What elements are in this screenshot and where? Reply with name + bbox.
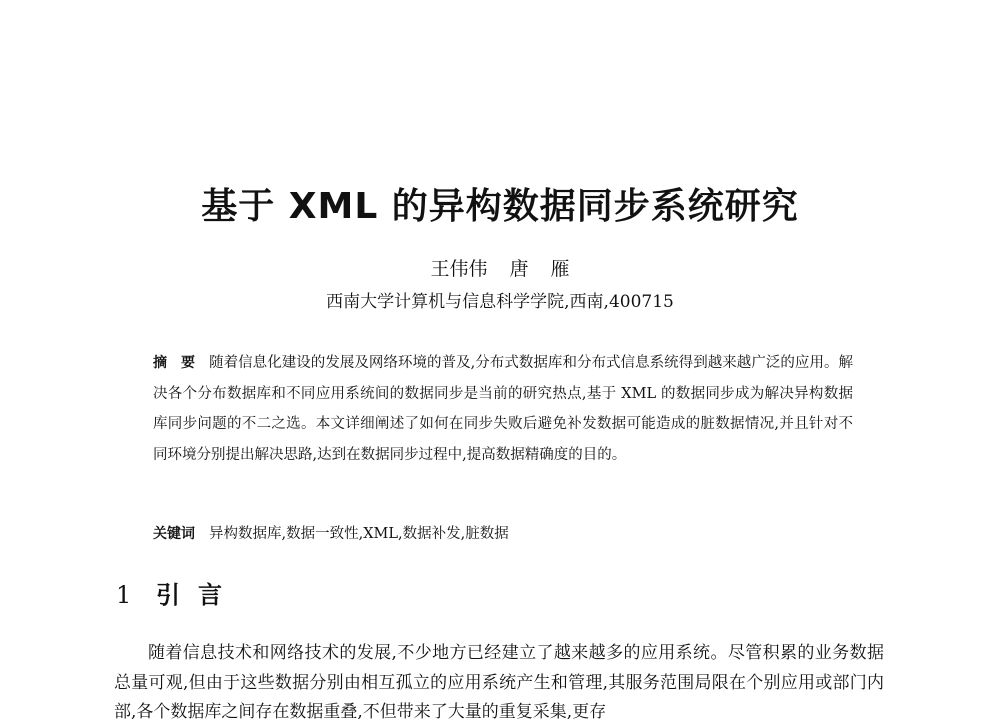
abstract-text: 随着信息化建设的发展及网络环境的普及,分布式数据库和分布式信息系统得到越来越广泛的应用。解决各个分布数据库和不同应用系统间的数据同步是当前的研究热点,基于 XML 的数据同步成为解决异构数据库同步问题的不二之选。本文详细阐述了如何在同步失败后避免补发数据可能造成的脏数据情况,并且针对不同环境分别提出解决思路,达到在数据同步过程中,提高数据精确度的目的。 bbox=[153, 355, 854, 463]
author-name: 雁 bbox=[550, 258, 570, 280]
author-name: 王伟伟 bbox=[430, 258, 488, 280]
section-heading bbox=[116, 578, 240, 612]
abstract-label: 摘 要 bbox=[153, 355, 196, 371]
section-title: 引言 bbox=[156, 581, 240, 609]
keywords-text: 异构数据库,数据一致性,XML,数据补发,脏数据 bbox=[209, 526, 509, 542]
keywords-label: 关键词 bbox=[153, 526, 195, 542]
abstract bbox=[153, 348, 853, 470]
author-name: 唐 bbox=[509, 258, 529, 280]
keywords bbox=[153, 521, 853, 547]
author-affiliation: 西南大学计算机与信息科学学院,西南,400715 bbox=[326, 292, 674, 312]
body-paragraph: 随着信息技术和网络技术的发展,不少地方已经建立了越来越多的应用系统。尽管积累的业务数据总量可观,但由于这些数据分别由相互孤立的应用系统产生和管理,其服务范围局限在个别应用或部门内部,各个数据库之间存在数据重叠,不但带来了大量的重复采集,更存 bbox=[114, 643, 884, 722]
section-number: 1 bbox=[116, 581, 132, 609]
paper-title: 基于 XML 的异构数据同步系统研究 bbox=[201, 186, 799, 227]
author-list bbox=[0, 256, 1000, 282]
